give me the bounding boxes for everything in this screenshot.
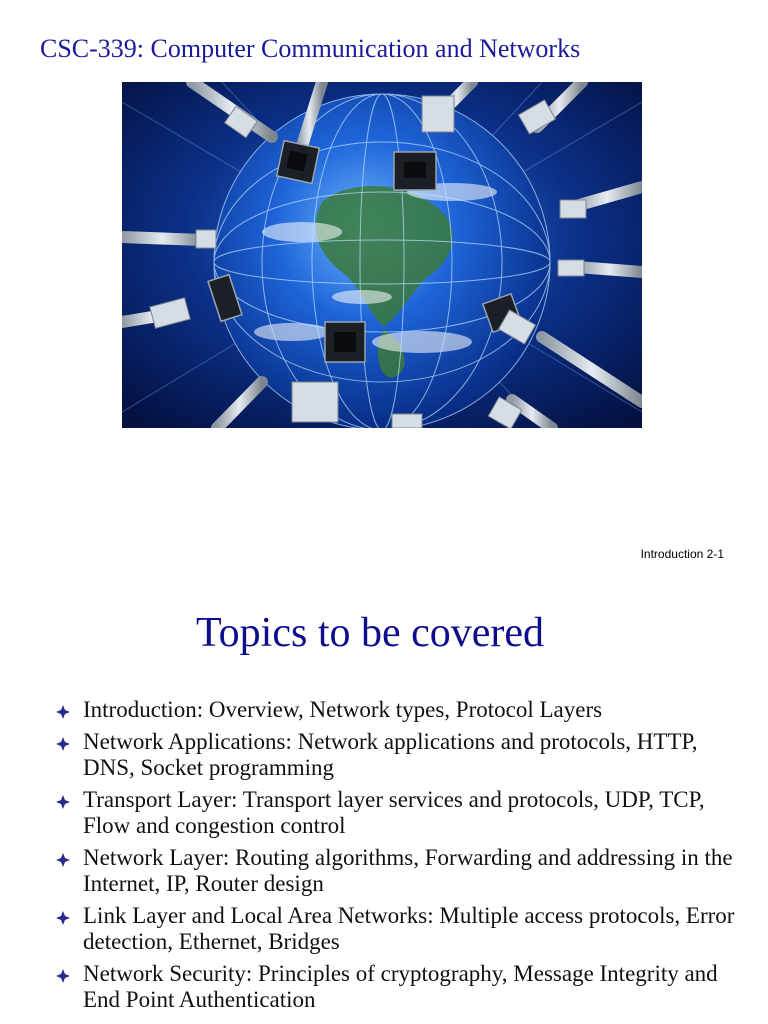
list-item	[54, 845, 744, 898]
globe-network-image	[122, 82, 642, 428]
topics-heading: Topics to be covered	[195, 610, 545, 656]
topics-list	[54, 697, 744, 1019]
list-item	[54, 697, 744, 724]
topic-text: Network Layer: Routing algorithms, Forwarding and addressing in the Internet, IP, Router design	[83, 844, 733, 896]
diamond-bullet-icon	[56, 911, 70, 925]
topic-text: Transport Layer: Transport layer services and protocols, UDP, TCP, Flow and congestion control	[83, 786, 705, 838]
diamond-bullet-icon	[56, 795, 70, 809]
list-item	[54, 729, 744, 782]
topic-text: Link Layer and Local Area Networks: Multiple access protocols, Error detection, Ethernet, Bridges	[83, 902, 735, 954]
footer-page-number: 2-1	[706, 547, 724, 561]
slide-title: CSC-339: Computer Communication and Networks	[40, 34, 581, 63]
diamond-bullet-icon	[56, 969, 70, 983]
diamond-bullet-icon	[56, 853, 70, 867]
list-item	[54, 787, 744, 840]
footer-section: Introduction	[640, 547, 704, 561]
topic-text: Network Security: Principles of cryptography, Message Integrity and End Point Authentication	[83, 960, 718, 1012]
topic-text: Introduction: Overview, Network types, Protocol Layers	[83, 697, 603, 722]
slide-footer	[641, 547, 724, 561]
list-item	[54, 903, 744, 956]
diamond-bullet-icon	[56, 705, 70, 719]
diamond-bullet-icon	[56, 737, 70, 751]
list-item	[54, 961, 744, 1014]
topic-text: Network Applications: Network applications and protocols, HTTP, DNS, Socket programming	[83, 728, 698, 780]
globe-network-icon	[122, 82, 642, 428]
